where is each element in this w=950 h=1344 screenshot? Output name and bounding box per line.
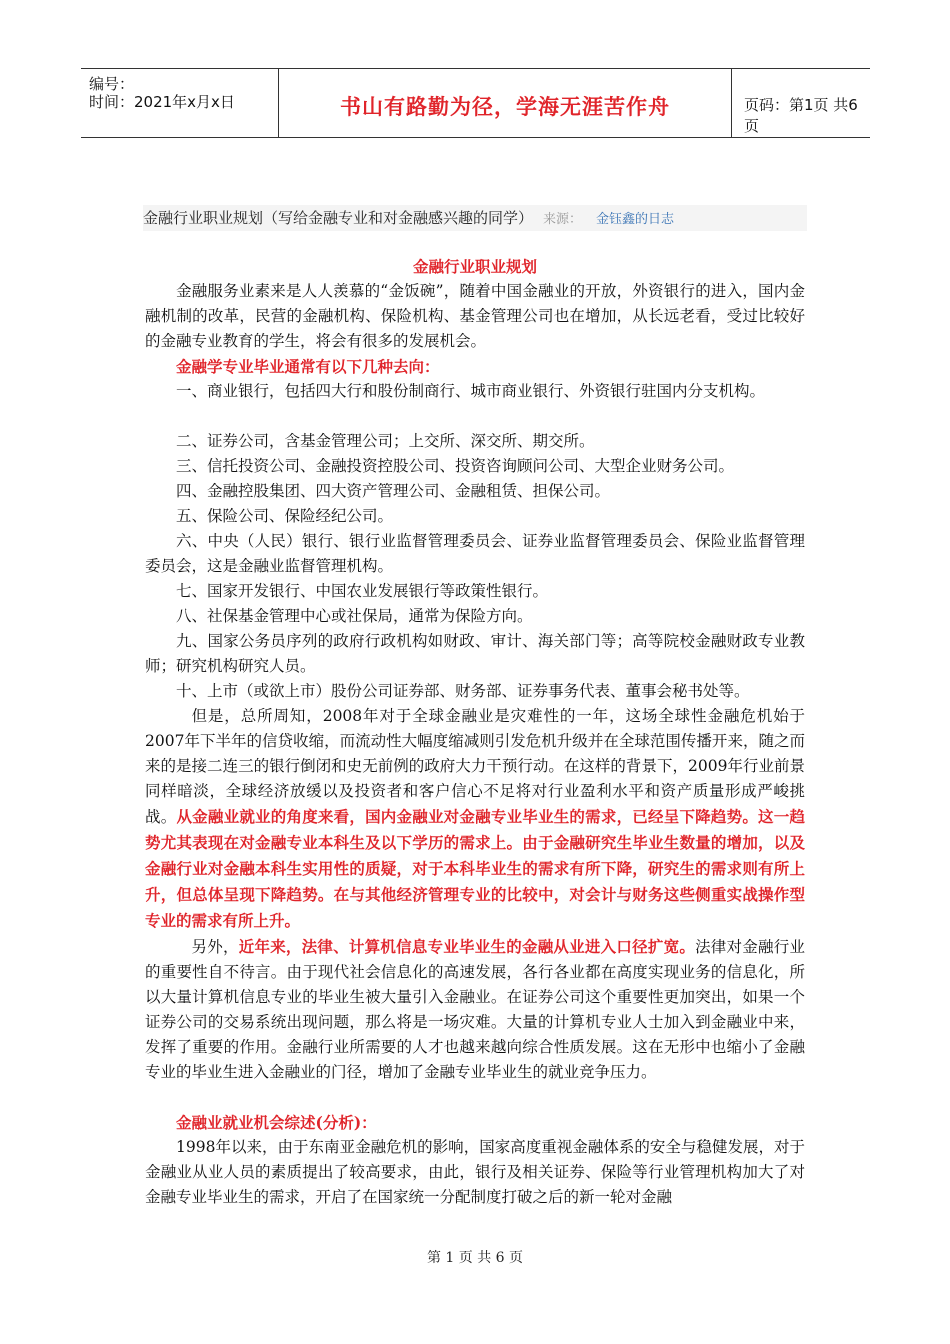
- source-line: [143, 205, 807, 231]
- source-label: 来源：: [543, 212, 583, 227]
- header-page-cell: [732, 69, 870, 137]
- source-link[interactable]: 金钰鑫的日志: [596, 212, 675, 227]
- paragraph-crisis-text: 但是，总所周知，2008年对于全球金融业是灾难性的一年，这场全球性金融危机始于2007年下半年的信贷收缩，而流动性大幅度缩减则引发危机升级并在全球范围传播开来，随之而来的是接二连三的银行倒闭和史无前例的政府大力干预行动。在这样的背景下，2009年行业前景同样暗淡，全球经济放缓以及投资者和客户信心不足将对行业盈利水平和资产质量形成严峻挑战。: [145, 707, 805, 826]
- list-item: 十、上市（或欲上市）股份公司证券部、财务部、证券事务代表、董事会秘书处等。: [176, 682, 750, 700]
- list-item: 二、证券公司，含基金管理公司；上交所、深交所、期交所。: [176, 432, 595, 450]
- article-body: [145, 254, 805, 1210]
- list-item: 九、国家公务员序列的政府行政机构如财政、审计、海关部门等；高等院校金融财政专业教师；研究机构研究人员。: [145, 632, 805, 675]
- list-item: 八、社保基金管理中心或社保局，通常为保险方向。: [176, 607, 533, 625]
- list-item: 四、金融控股集团、四大资产管理公司、金融租赁、担保公司。: [176, 482, 611, 500]
- section-heading-opportunities: 金融业就业机会综述(分析)：: [176, 1113, 377, 1132]
- paragraph-crisis: [145, 704, 805, 934]
- header-meta-cell: [81, 69, 279, 137]
- list-item: 一、商业银行，包括四大行和股份制商行、城市商业银行、外资银行驻国内分支机构。: [176, 382, 766, 400]
- paragraph-other-majors-lead: 另外，: [191, 938, 239, 956]
- article-title: 金融行业职业规划: [412, 257, 537, 276]
- section-heading-destinations: 金融学专业毕业通常有以下几种去向：: [176, 357, 440, 376]
- list-item: 六、中央（人民）银行、银行业监督管理委员会、证券业监督管理委员会、保险业监督管理委员会，这是金融业监督管理机构。: [145, 532, 805, 575]
- list-item: 五、保险公司、保险经纪公司。: [176, 507, 394, 525]
- paragraph-crisis-highlight: 从金融业就业的角度来看，国内金融业对金融专业毕业生的需求，已经呈下降趋势。这一趋势尤其表现在对金融专业本科生及以下学历的需求上。由于金融研究生毕业生数量的增加，以及金融行业对金融本科生实用性的质疑，对于本科毕业生的需求有所下降，研究生的需求则有所上升，但总体呈现下降趋势。在与其他经济管理专业的比较中，对会计与财务这些侧重实战操作型专业的需求有所上升。: [145, 807, 805, 930]
- source-title: 金融行业职业规划（写给金融专业和对金融感兴趣的同学）: [143, 209, 534, 227]
- spacer: [145, 1085, 805, 1110]
- paragraph-other-majors-highlight: 近年来，法律、计算机信息专业毕业生的金融从业进入口径扩宽。: [238, 937, 696, 956]
- page-footer: 第 1 页 共 6 页: [426, 1250, 524, 1266]
- list-item: 七、国家开发银行、中国农业发展银行等政策性银行。: [176, 582, 549, 600]
- paragraph-other-majors-text: 法律对金融行业的重要性自不待言。由于现代社会信息化的高速发展，各行各业都在高度实现业务的信息化，所以大量计算机信息专业的毕业生被大量引入金融业。在证券公司这个重要性更加突出，如果一个证券公司的交易系统出现问题，那么将是一场灾难。大量的计算机专业人士加入到金融业中来，发挥了重要的作用。金融行业所需要的人才也越来越向综合性质发展。这在无形中也缩小了金融专业的毕业生进入金融业的门径，增加了金融专业毕业生的就业竞争压力。: [145, 938, 805, 1081]
- paragraph-since-1998: 1998年以来，由于东南亚金融危机的影响，国家高度重视金融体系的安全与稳健发展，对于金融业从业人员的素质提出了较高要求，由此，银行及相关证券、保险等行业管理机构加大了对金融专业毕业生的需求，开启了在国家统一分配制度打破之后的新一轮对金融: [145, 1138, 805, 1206]
- header-page-info: 页码：第1页 共6页: [744, 96, 858, 135]
- list-item: 三、信托投资公司、金融投资控股公司、投资咨询顾问公司、大型企业财务公司。: [176, 457, 735, 475]
- paragraph-other-majors: [145, 934, 805, 1085]
- header-table: [81, 68, 870, 138]
- document-code: 编号：: [89, 75, 135, 93]
- header-slogan: 书山有路勤为径，学海无涯苦作舟: [340, 95, 670, 119]
- spacer: [145, 404, 805, 429]
- document-time: 时间：2021年x月x日: [89, 93, 235, 111]
- header-slogan-cell: [279, 69, 732, 137]
- paragraph-intro: 金融服务业素来是人人羡慕的“金饭碗”，随着中国金融业的开放，外资银行的进入，国内金融机制的改革，民营的金融机构、保险机构、基金管理公司也在增加，从长远老看，受过比较好的金融专业教育的学生，将会有很多的发展机会。: [145, 282, 805, 350]
